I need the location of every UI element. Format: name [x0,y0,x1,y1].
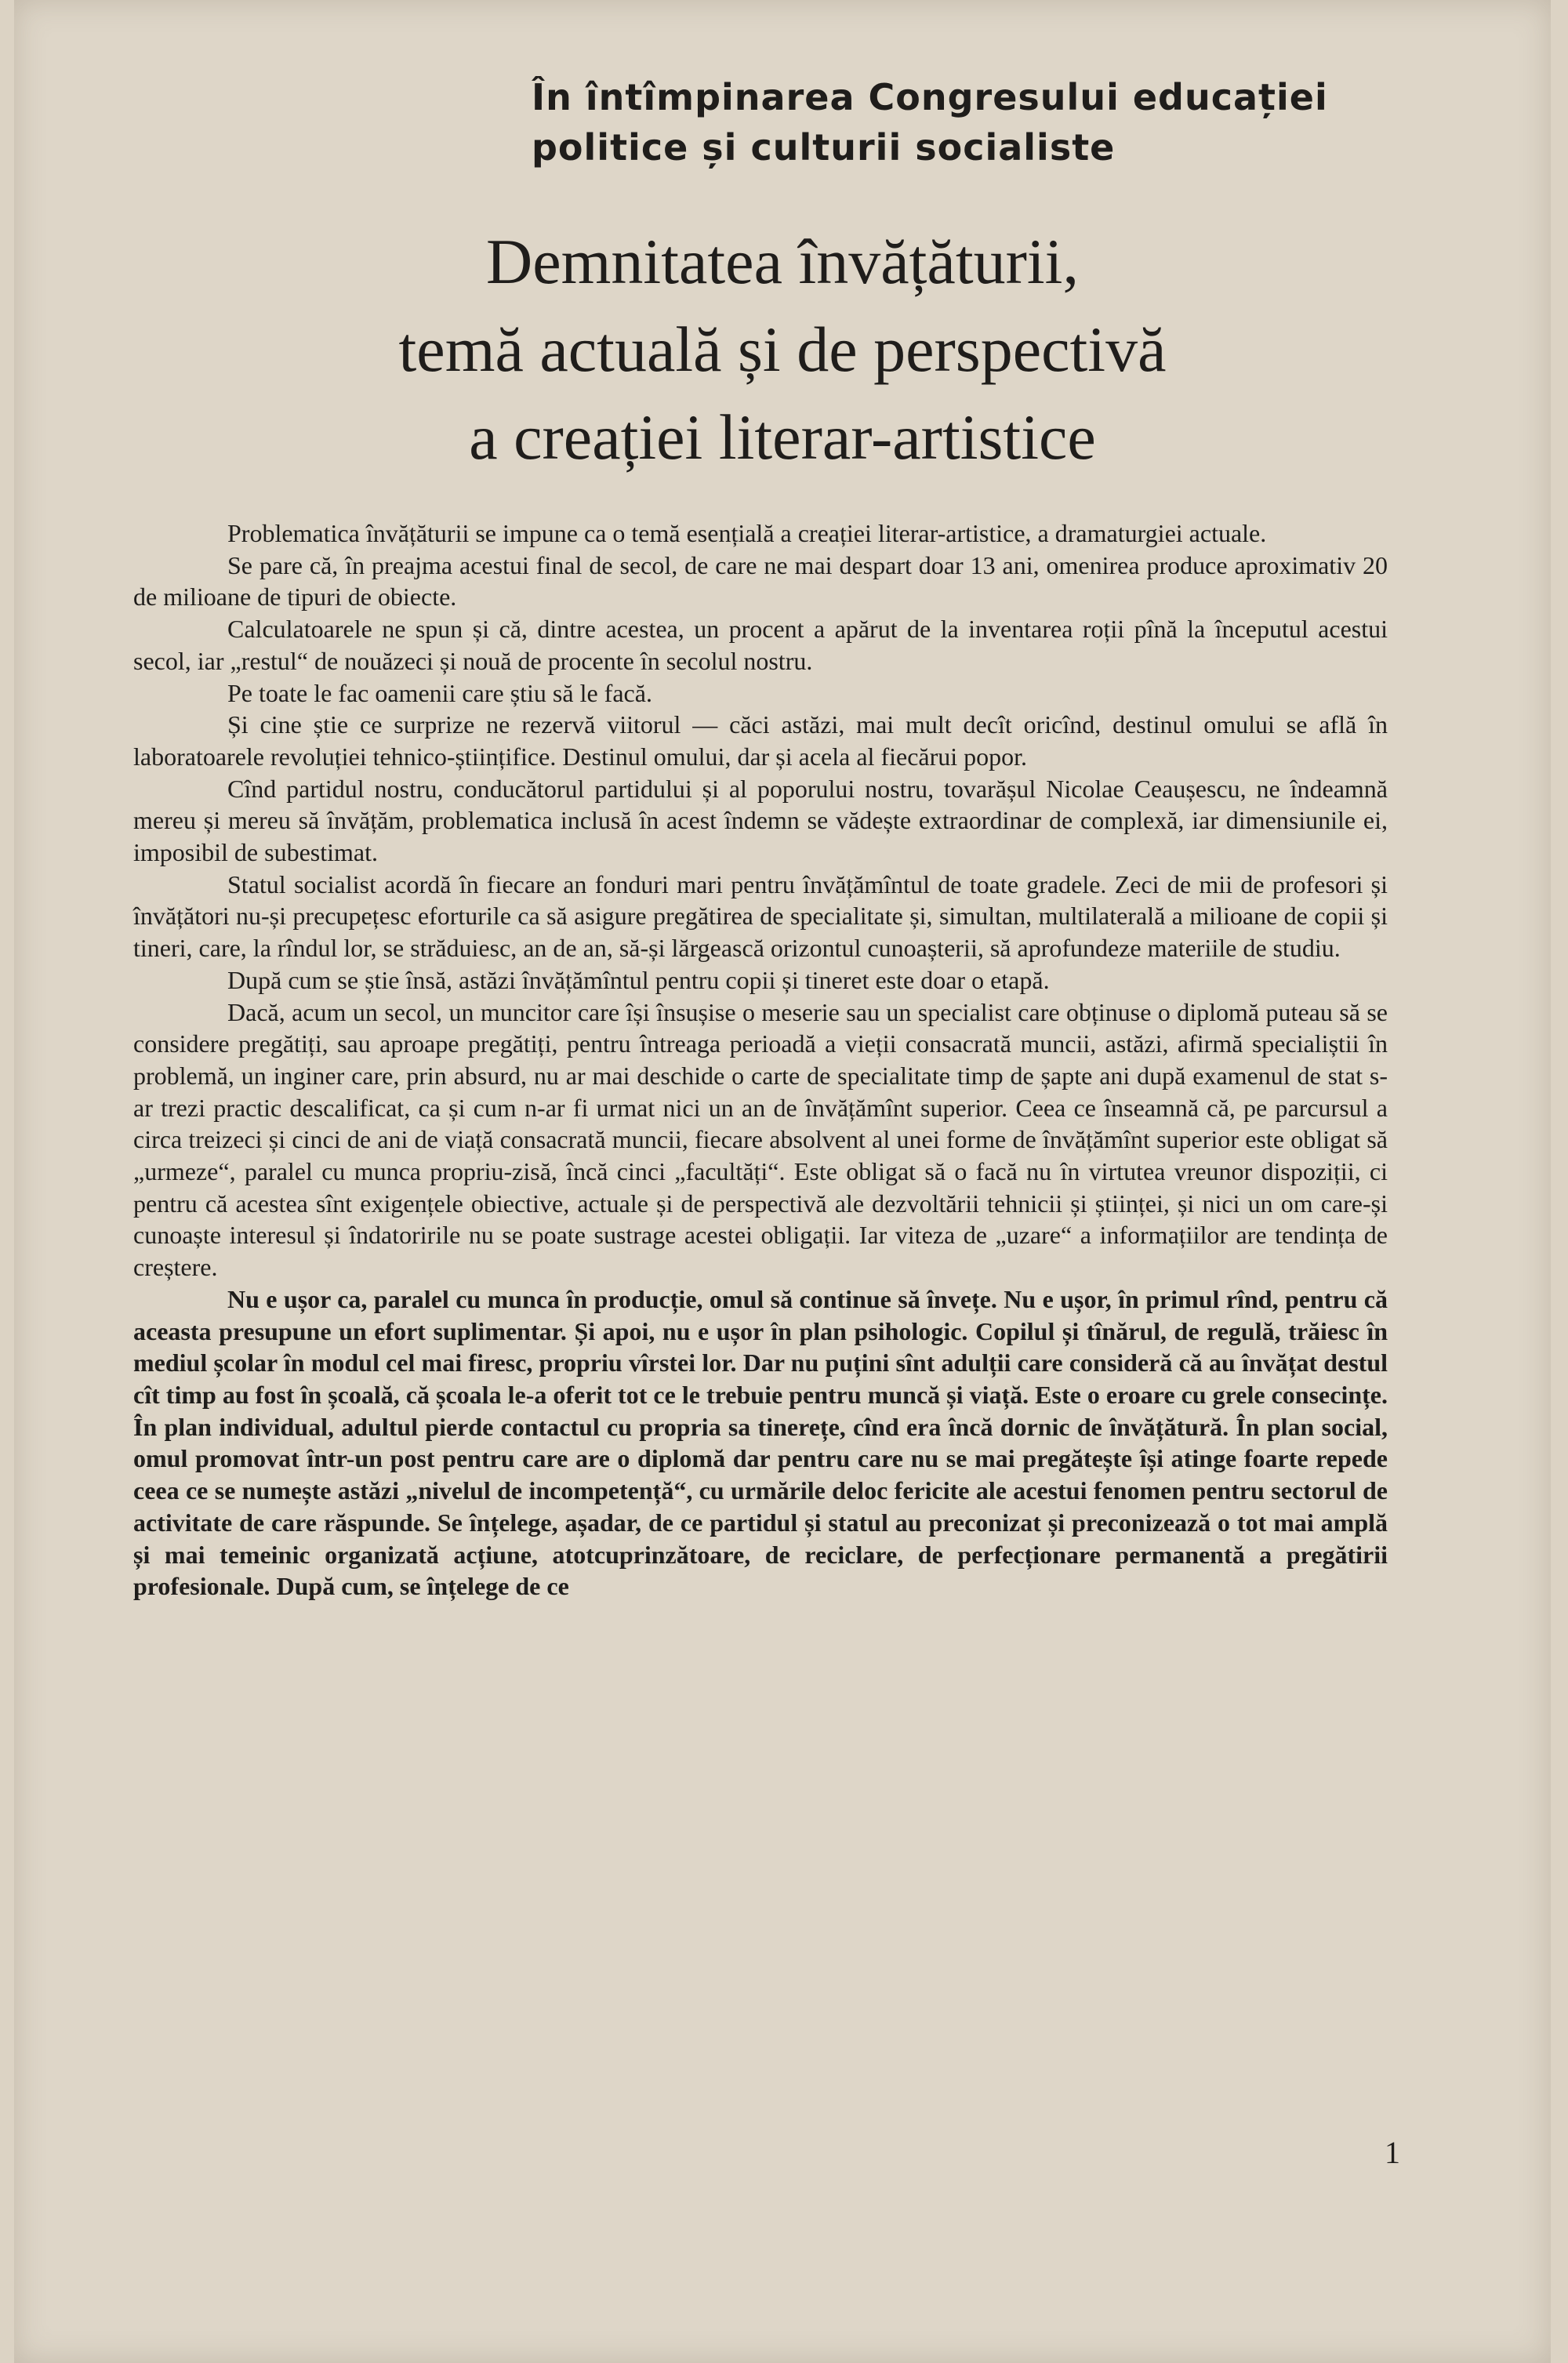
page-number: 1 [1385,2135,1400,2170]
paragraph: Dacă, acum un secol, un muncitor care își însușise o meserie sau un specialist care obținuse o diplomă puteau să se considere pregătiți, sau aproape pregătiți, pentru întreaga perioadă a vieții consacrată muncii, astăzi, afirmă specialiștii în problemă, un inginer care, prin absurd, nu ar mai deschide o carte de specialitate timp de șapte ani după examenul de stat s-ar trezi practic descalificat, ca și cum n-ar fi urmat nici un an de învățămînt superior. Ceea ce înseamnă că, pe parcursul a circa treizeci și cinci de ani de viață consacrată muncii, fiecare absolvent al unei forme de învățămînt superior este obligat să „urmeze“, paralel cu munca propriu-zisă, încă cinci „facultăți“. Este obligat să o facă nu în virtutea vreunor dispoziții, ci pentru că acestea sînt exigențele obiective, actuale și de perspectivă ale dezvoltării tehnicii și științei, și nici un om care-și cunoaște interesul și îndatoririle nu se poate sustrage acestei obligații. Iar viteza de „uzare“ a informațiilor are tendința de creștere. [133,997,1388,1282]
paragraph: Statul socialist acordă în fiecare an fonduri mari pentru învățămîntul de toate gradele. Zeci de mii de profesori și învățători nu-și precupețesc eforturile ca să asigure pregătirea de specialitate și, simultan, multilaterală a milioane de copii și tineri, care, la rîndul lor, se străduiesc, an de an, să-și lărgească orizontul cunoașterii, să aprofundeze materiile de studiu. [133,869,1388,963]
title-line-3: a creației literar-artistice [469,401,1096,473]
document-page [14,0,1551,2363]
article-body [133,517,1388,1603]
kicker-heading [532,72,1433,172]
paragraph: Nu e ușor ca, paralel cu munca în producție, omul să continue să învețe. Nu e ușor, în primul rînd, pentru că aceasta presupune un efort suplimentar. Și apoi, nu e ușor în plan psihologic. Copilul și tînărul, de regulă, trăiesc în mediul școlar în modul cel mai firesc, propriu vîrstei lor. Dar nu puțini sînt adulții care consideră că au învățat destul cît timp au fost în școală, că școala le-a oferit tot ce le trebuie pentru muncă și viață. Este o eroare cu grele consecințe. În plan individual, adultul pierde contactul cu propria sa tinerețe, cînd era încă dornic de învățătură. În plan social, omul promovat într-un post pentru care are o diplomă dar pentru care nu se mai pregătește își atinge foarte repede ceea ce se numește astăzi „nivelul de incompetență“, cu urmările deloc fericite ale acestui fenomen pentru sectorul de activitate de care răspunde. Se înțelege, așadar, de ce partidul și statul au preconizat și preconizează o tot mai amplă și mai temeinic organizată acțiune, atotcuprinzătoare, de reciclare, de perfecționare permanentă a pregătirii profesionale. După cum, se înțelege de ce [133,1284,1388,1601]
paragraph: Și cine știe ce surprize ne rezervă viitorul — căci astăzi, mai mult decît oricînd, destinul omului se află în laboratoarele revoluției tehnico-științifice. Destinul omului, dar și acela al fiecărui popor. [133,710,1388,771]
kicker-line-2: politice și culturii socialiste [532,126,1116,169]
title-line-2: temă actuală și de perspectivă [398,314,1167,385]
paragraph: Se pare că, în preajma acestui final de secol, de care ne mai despart doar 13 ani, omenirea produce aproximativ 20 de milioane de tipuri de obiecte. [133,550,1388,612]
paragraph: După cum se știe însă, astăzi învățămîntul pentru copii și tineret este doar o etapă. [227,965,1050,994]
paragraph: Pe toate le fac oamenii care știu să le facă. [227,678,652,707]
article-title [249,218,1316,481]
paragraph: Cînd partidul nostru, conducătorul partidului și al poporului nostru, tovarășul Nicolae Ceaușescu, ne îndeamnă mereu și mereu să învățăm, problematica inclusă în acest îndemn se vădește extraordinar de complexă, iar dimensiunile ei, imposibil de subestimat. [133,774,1388,867]
paragraph: Problematica învățăturii se impune ca o temă esențială a creației literar-artistice, a dramaturgiei actuale. [227,519,1267,547]
title-line-1: Demnitatea învățăturii, [486,226,1079,297]
paragraph: Calculatoarele ne spun și că, dintre acestea, un procent a apărut de la inventarea roții pînă la începutul acestui secol, iar „restul“ de nouăzeci și nouă de procente în secolul nostru. [133,615,1388,675]
kicker-line-1: În întîmpinarea Congresului educației [532,76,1328,118]
